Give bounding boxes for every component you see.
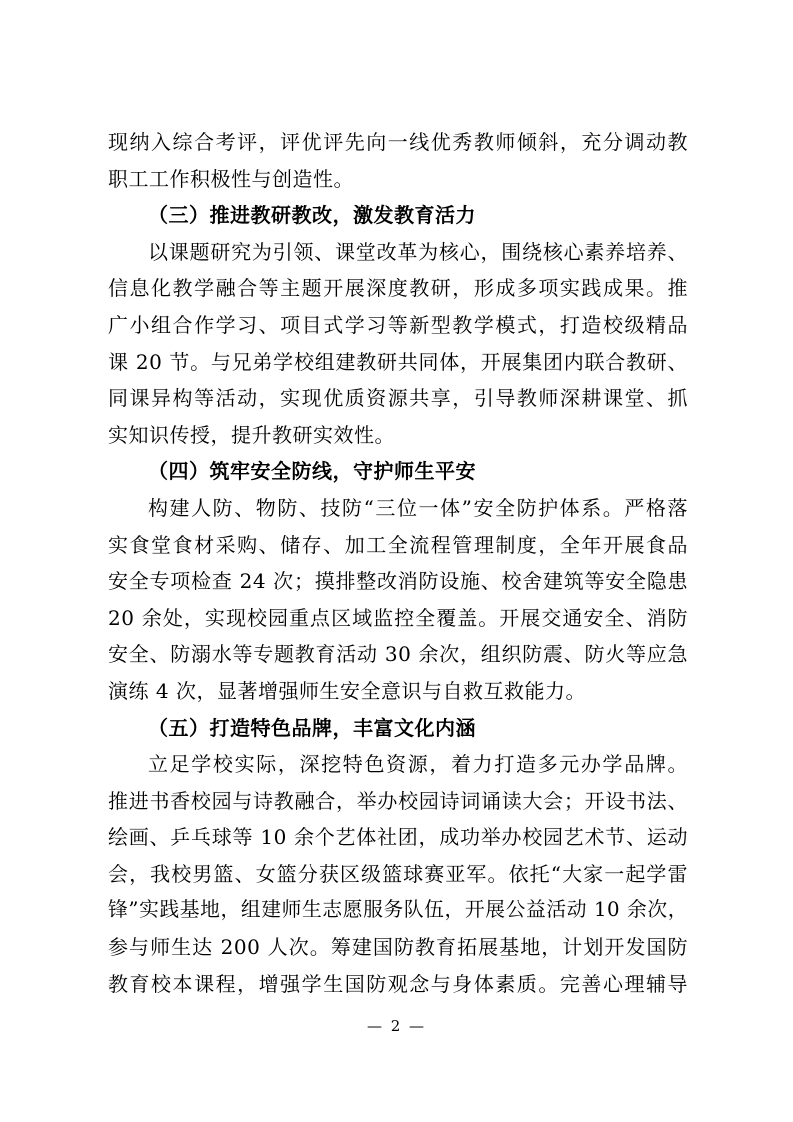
paragraph-line: 广小组合作学习、项目式学习等新型教学模式，打造校级精品 (108, 312, 688, 337)
paragraph-brand-culture (108, 746, 688, 1002)
paragraph-safety (108, 490, 688, 710)
paragraph-line: 职工工作积极性与创造性。 (108, 166, 354, 191)
paragraph-line: 锋”实践基地，组建师生志愿服务队伍，开展公益活动 10 余次， (108, 898, 688, 922)
paragraph-line: 安全专项检查 24 次；摸排整改消防设施、校舍建筑等安全隐患 (108, 569, 688, 594)
section-heading-3: （三）推进教研教改，激发教育活力 (148, 203, 476, 228)
paragraph-teaching-research (108, 234, 688, 454)
paragraph-line: 立足学校实际，深挖特色资源，着力打造多元办学品牌。 (148, 752, 688, 777)
paragraph-line: 课 20 节。与兄弟学校组建教研共同体，开展集团内联合教研、 (108, 349, 688, 374)
paragraph-line: 绘画、乒乓球等 10 余个艺体社团，成功举办校园艺术节、运动 (108, 825, 688, 850)
paragraph-line: 参与师生达 200 人次。筹建国防教育拓展基地，计划开发国防 (108, 935, 688, 960)
paragraph-line: 同课异构等活动，实现优质资源共享，引导教师深耕课堂、抓 (108, 386, 688, 411)
paragraph-continuation (108, 124, 688, 197)
paragraph-line: 安全、防溺水等专题教育活动 30 余次，组织防震、防火等应急 (108, 642, 688, 667)
section-heading-5: （五）打造特色品牌，丰富文化内涵 (148, 715, 476, 740)
paragraph-line: 会，我校男篮、女篮分获区级篮球赛亚军。依托“大家一起学雷 (108, 861, 688, 886)
paragraph-line: 20 余处，实现校园重点区域监控全覆盖。开展交通安全、消防 (108, 605, 688, 630)
paragraph-line: 实知识传授，提升教研实效性。 (108, 422, 395, 447)
paragraph-line: 教育校本课程，增强学生国防观念与身体素质。完善心理辅导 (108, 971, 688, 996)
paragraph-line: 现纳入综合考评，评优评先向一线优秀教师倾斜，充分调动教 (108, 130, 688, 154)
page-number: — 2 — (366, 1017, 427, 1035)
section-heading-4: （四）筑牢安全防线，守护师生平安 (148, 459, 476, 484)
document-body (108, 124, 688, 1002)
paragraph-line: 演练 4 次，显著增强师生安全意识与自救互救能力。 (108, 678, 586, 703)
paragraph-line: 以课题研究为引领、课堂改革为核心，围绕核心素养培养、 (148, 239, 688, 264)
paragraph-line: 推进书香校园与诗教融合，举办校园诗词诵读大会；开设书法、 (108, 788, 688, 813)
paragraph-line: 信息化教学融合等主题开展深度教研，形成多项实践成果。推 (108, 276, 688, 301)
paragraph-line: 构建人防、物防、技防“三位一体”安全防护体系。严格落 (148, 495, 688, 520)
paragraph-line: 实食堂食材采购、储存、加工全流程管理制度，全年开展食品 (108, 532, 688, 557)
